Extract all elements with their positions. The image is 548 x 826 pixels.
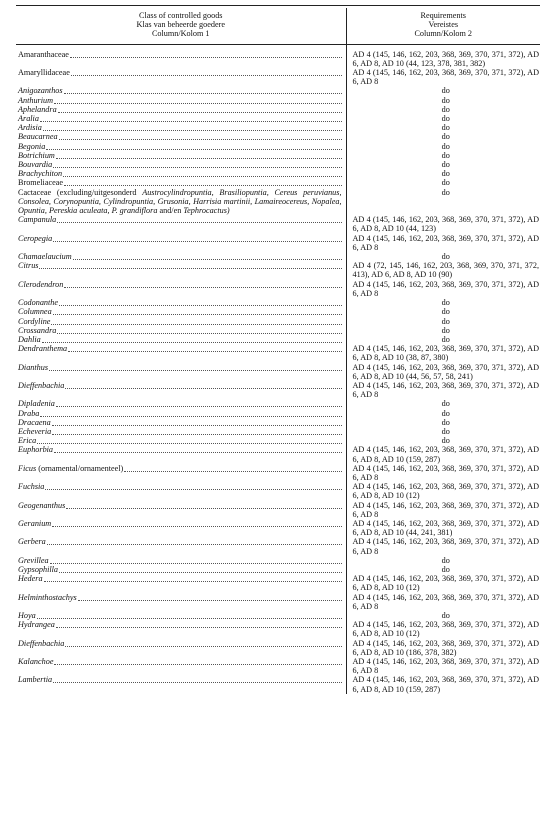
top-rule <box>16 5 540 6</box>
goods-class-cell <box>16 261 346 279</box>
dot-leader <box>37 611 342 619</box>
table-row <box>16 123 540 132</box>
goods-class-name: Gypsophilla <box>18 564 59 574</box>
dot-leader <box>53 675 341 683</box>
column-2-header <box>346 8 540 44</box>
column-1-header <box>16 8 346 44</box>
table-body <box>16 44 540 694</box>
goods-class-name: Brachychiton <box>18 169 63 179</box>
goods-class-name: Codonanthe <box>18 298 59 308</box>
goods-class-cell <box>16 519 346 537</box>
table-row <box>16 317 540 326</box>
requirement-cell: do <box>441 252 450 262</box>
dot-leader <box>64 86 342 94</box>
table-row <box>16 482 540 500</box>
dot-leader <box>64 178 341 186</box>
goods-class-cell <box>16 280 346 298</box>
goods-class-name: Anthurium <box>18 95 54 105</box>
table-row <box>16 537 540 555</box>
requirement-cell: do <box>441 436 450 446</box>
goods-class-cell <box>16 464 346 482</box>
column-2-header-line: Requirements <box>420 11 466 20</box>
goods-class-name: Dianthus <box>18 362 49 372</box>
requirement-cell: do <box>441 564 450 574</box>
goods-class-cell <box>16 363 346 381</box>
requirement-cell: AD 4 (145, 146, 162, 203, 368, 369, 370, 371, 372), AD 6, AD 8 <box>352 592 539 611</box>
goods-class-name: Bouvardia <box>18 160 53 170</box>
dot-leader <box>52 427 341 435</box>
table-row <box>16 215 540 233</box>
requirement-cell: do <box>441 141 450 151</box>
table-row <box>16 344 540 362</box>
goods-class-name: Dipladenia <box>18 399 55 409</box>
requirement-cell: AD 4 (145, 146, 162, 203, 368, 369, 370, 371, 372), AD 6, AD 8 <box>352 657 539 676</box>
table-row <box>16 298 540 307</box>
goods-class-cell <box>16 675 346 693</box>
requirement-cell: AD 4 (145, 146, 162, 203, 368, 369, 370, 371, 372), AD 6, AD 8, AD 10 (12) <box>352 620 539 639</box>
goods-class-cell <box>16 317 346 326</box>
requirement-cell: AD 4 (145, 146, 162, 203, 368, 369, 370, 371, 372), AD 6, AD 8, AD 10 (12) <box>352 574 539 593</box>
requirement-cell: do <box>441 86 450 96</box>
table-row <box>16 178 540 187</box>
goods-class-cell <box>16 298 346 307</box>
requirement-cell: AD 4 (145, 146, 162, 203, 368, 369, 370, 371, 372), AD 6, AD 8, AD 10 (44, 123) <box>352 215 539 234</box>
dot-leader <box>63 169 341 177</box>
goods-class-cell <box>16 234 346 252</box>
requirement-cell: do <box>441 298 450 308</box>
requirement-cell: AD 4 (72, 145, 146, 162, 203, 368, 369, 370, 371, 372, 413), AD 6, AD 8, AD 10 (90) <box>352 261 539 280</box>
requirement-cell: do <box>441 178 450 188</box>
goods-class-name: Dieffenbachia <box>18 638 65 648</box>
goods-class-cell <box>16 556 346 565</box>
dot-leader <box>71 68 342 76</box>
table-row <box>16 418 540 427</box>
goods-class-cell <box>16 123 346 132</box>
goods-class-cell <box>16 436 346 445</box>
column-1-header-line: Column/Kolom 1 <box>151 29 210 39</box>
table-row <box>16 234 540 252</box>
dot-leader <box>56 399 342 407</box>
goods-class-cell <box>16 142 346 151</box>
goods-class-name: Ardisia <box>18 123 42 133</box>
requirement-cell: AD 4 (145, 146, 162, 203, 368, 369, 370, 371, 372), AD 6, AD 8 <box>352 380 539 400</box>
requirement-cell: AD 4 (145, 146, 162, 203, 368, 369, 370, 371, 372), AD 6, AD 8, AD 10 (44, 241, 381) <box>352 518 539 538</box>
goods-class-name: Draba <box>18 408 40 418</box>
dot-leader <box>53 307 342 315</box>
dot-leader <box>47 537 342 545</box>
dot-leader <box>68 344 341 352</box>
requirement-cell: AD 4 (145, 146, 162, 203, 368, 369, 370, 371, 372), AD 6, AD 8, AD 10 (38, 87, 380) <box>352 344 539 363</box>
goods-class-name: Aralia <box>18 114 39 124</box>
dot-leader <box>40 114 342 122</box>
goods-class-name: Kalanchoe <box>18 657 54 667</box>
dot-leader <box>65 639 341 647</box>
dot-leader <box>66 501 341 509</box>
goods-class-name: Clerodendron <box>18 279 64 289</box>
table-row <box>16 657 540 675</box>
goods-class-name: Amaryllidaceae <box>18 68 70 78</box>
goods-class-name: Dieffenbachia <box>18 380 65 390</box>
goods-class-cell <box>16 105 346 114</box>
requirement-cell: AD 4 (145, 146, 162, 203, 368, 369, 370, 371, 372), AD 6, AD 8 <box>352 463 539 482</box>
table-row <box>16 105 540 114</box>
table-row <box>16 436 540 445</box>
table-row <box>16 160 540 169</box>
requirement-cell: do <box>441 132 450 142</box>
goods-class-name: Begonia <box>18 141 46 151</box>
goods-class-name: Crossandra <box>18 325 57 335</box>
requirement-cell: AD 4 (145, 146, 162, 203, 368, 369, 370, 371, 372), AD 6, AD 8 <box>352 500 539 519</box>
requirement-cell: do <box>441 95 450 105</box>
requirement-cell: do <box>441 334 450 344</box>
column-1-header-line: Klas van beheerde goedere <box>136 20 225 30</box>
goods-class-cell <box>16 418 346 427</box>
column-2-header-line: Vereistes <box>428 20 459 30</box>
dot-leader <box>59 298 341 306</box>
goods-class-cell <box>16 399 346 408</box>
goods-class-name: Grevillea <box>18 555 49 565</box>
requirement-cell: AD 4 (145, 146, 162, 203, 368, 369, 370, 371, 372), AD 6, AD 8, AD 10 (44, 123, 378, 381, 382) <box>352 49 539 68</box>
goods-class-name: Dracaena <box>18 417 51 427</box>
goods-class-name: Erica <box>18 436 37 446</box>
dot-leader <box>54 657 341 665</box>
table-row <box>16 188 540 216</box>
column-2-header-line: Column/Kolom 2 <box>414 29 473 39</box>
goods-class-name: Aphelandra <box>18 104 57 114</box>
dot-leader <box>56 151 342 159</box>
requirement-cell: AD 4 (145, 146, 162, 203, 368, 369, 370, 371, 372), AD 6, AD 8, AD 10 (159, 287) <box>352 445 539 464</box>
dot-leader <box>52 519 341 527</box>
goods-class-cell <box>16 537 346 555</box>
requirement-cell: AD 4 (145, 146, 162, 203, 368, 369, 370, 371, 372), AD 6, AD 8 <box>352 537 539 556</box>
table-row <box>16 501 540 519</box>
requirement-cell: do <box>441 123 450 133</box>
goods-class-cell <box>16 611 346 620</box>
requirement-cell: do <box>441 417 450 427</box>
goods-class-cell <box>16 215 346 233</box>
requirement-cell: do <box>441 325 450 335</box>
goods-class-cell <box>16 188 346 216</box>
table-row <box>16 132 540 141</box>
goods-class-name: Dendranthema <box>18 344 68 354</box>
table-row <box>16 620 540 638</box>
dot-leader <box>78 593 342 601</box>
requirement-cell: do <box>441 104 450 114</box>
requirement-cell: do <box>441 316 450 326</box>
goods-class-name: Gerbera <box>18 537 46 547</box>
requirement-cell: do <box>441 611 450 620</box>
table-row <box>16 335 540 344</box>
goods-class-cell <box>16 44 346 68</box>
goods-class-cell <box>16 160 346 169</box>
goods-class-name: Geranium <box>18 518 52 528</box>
dot-leader <box>57 215 341 223</box>
table-row <box>16 464 540 482</box>
table-row <box>16 252 540 261</box>
table-row <box>16 611 540 620</box>
requirement-cell: AD 4 (145, 146, 162, 203, 368, 369, 370, 371, 372), AD 6, AD 8, AD 10 (44, 56, 57, 58, 241) <box>352 362 539 381</box>
table-row <box>16 639 540 657</box>
goods-class-cell <box>16 427 346 436</box>
table-row <box>16 169 540 178</box>
requirement-cell: AD 4 (145, 146, 162, 203, 368, 369, 370, 371, 372), AD 6, AD 8, AD 10 (12) <box>352 482 539 501</box>
table-row <box>16 326 540 335</box>
goods-class-name: Euphorbia <box>18 445 54 455</box>
table-row <box>16 565 540 574</box>
table-row <box>16 44 540 68</box>
goods-class-cell <box>16 344 346 362</box>
table-row <box>16 96 540 105</box>
dot-leader <box>44 574 342 582</box>
table-row <box>16 556 540 565</box>
requirement-cell: do <box>441 150 450 160</box>
dot-leader <box>45 482 341 490</box>
table-row <box>16 399 540 408</box>
table-row <box>16 593 540 611</box>
goods-class-cell <box>16 132 346 141</box>
table-row <box>16 307 540 316</box>
requirement-cell: do <box>441 426 450 436</box>
requirement-cell: do <box>441 169 450 179</box>
controlled-goods-table <box>16 8 540 694</box>
table-row <box>16 114 540 123</box>
dot-leader <box>53 234 341 242</box>
dot-leader <box>70 50 342 58</box>
goods-class-cell <box>16 445 346 463</box>
requirement-cell: AD 4 (145, 146, 162, 203, 368, 369, 370, 371, 372), AD 6, AD 8, AD 10 (186, 378, 382) <box>352 638 539 657</box>
dot-leader <box>50 556 342 564</box>
table-row <box>16 519 540 537</box>
dot-leader <box>42 335 342 343</box>
goods-class-cell <box>16 501 346 519</box>
goods-class-name: Ceropegia <box>18 233 53 243</box>
dot-leader <box>59 565 341 573</box>
dot-leader <box>58 105 342 113</box>
goods-class-name: Helminthostachys <box>18 592 77 602</box>
table-row <box>16 445 540 463</box>
table-row <box>16 427 540 436</box>
goods-class-name: Fuchsia <box>18 482 45 492</box>
goods-class-name: Columnea <box>18 307 52 317</box>
requirement-cell: do <box>441 160 450 170</box>
goods-class-cell <box>16 482 346 500</box>
goods-class-name: Bromeliaceae <box>18 178 64 188</box>
goods-class-cell <box>16 381 346 399</box>
requirement-cell: do <box>441 408 450 418</box>
dot-leader <box>65 381 341 389</box>
goods-class-name: Ficus <box>18 463 37 473</box>
table-row <box>16 142 540 151</box>
goods-class-cell <box>16 114 346 123</box>
goods-class-name: Campanula <box>18 215 57 225</box>
table-row <box>16 151 540 160</box>
goods-class-cell <box>16 151 346 160</box>
goods-class-name: Hoya <box>18 611 36 620</box>
goods-class-cell <box>16 86 346 95</box>
dot-leader <box>64 280 341 288</box>
requirement-cell: do <box>441 399 450 409</box>
table-row <box>16 381 540 399</box>
goods-class-qualifier: (ornamental/ornamenteel) <box>36 463 124 473</box>
dot-leader <box>73 252 342 260</box>
table-header-row <box>16 8 540 44</box>
table-row <box>16 574 540 592</box>
dot-leader <box>49 363 341 371</box>
requirement-cell: do <box>441 307 450 317</box>
table-row <box>16 675 540 693</box>
goods-class-cell <box>16 307 346 316</box>
requirement-cell: do <box>441 114 450 124</box>
dot-leader <box>51 317 341 325</box>
goods-class-cell <box>16 96 346 105</box>
goods-class-cell <box>16 657 346 675</box>
table-row <box>16 261 540 279</box>
goods-class-cell <box>16 620 346 638</box>
dot-leader <box>39 261 341 269</box>
goods-class-name: Dahlia <box>18 334 41 344</box>
goods-class-cell <box>16 178 346 187</box>
goods-class-cell <box>16 639 346 657</box>
table-row <box>16 363 540 381</box>
requirement-cell: AD 4 (145, 146, 162, 203, 368, 369, 370, 371, 372), AD 6, AD 8 <box>352 279 539 298</box>
requirement-cell: do <box>441 187 450 197</box>
table-row <box>16 280 540 298</box>
table-row <box>16 86 540 95</box>
table-row <box>16 409 540 418</box>
dot-leader <box>43 123 342 131</box>
requirement-cell: AD 4 (145, 146, 162, 203, 368, 369, 370, 371, 372), AD 6, AD 8, AD 10 (159, 287) <box>352 675 539 694</box>
table-row <box>16 68 540 86</box>
goods-class-cell <box>16 409 346 418</box>
dot-leader <box>56 620 342 628</box>
cactaceae-description: Cactaceae (excluding/uitgesonderd Austrocylindropuntia, Brasiliopuntia, Cereus peruvianus, Consolea, Corynopuntia, Cylindropuntia, Grusonia, Harrisia martinii, Lamaireocereus, Nopalea, Opuntia, Pereskia aculeata, P. grandiflora and/en Tephrocactus) <box>18 187 342 216</box>
goods-class-name: Botrichium <box>18 150 55 160</box>
goods-class-name: Citrus <box>18 261 39 271</box>
requirement-cell: AD 4 (145, 146, 162, 203, 368, 369, 370, 371, 372), AD 6, AD 8 <box>352 68 539 87</box>
goods-class-cell <box>16 565 346 574</box>
goods-class-cell <box>16 593 346 611</box>
dot-leader <box>54 96 341 104</box>
requirement-cell: AD 4 (145, 146, 162, 203, 368, 369, 370, 371, 372), AD 6, AD 8 <box>352 233 539 252</box>
goods-class-cell <box>16 68 346 86</box>
goods-class-name: Cordyline <box>18 316 51 326</box>
goods-class-name: Hedera <box>18 574 43 584</box>
goods-class-name: Echeveria <box>18 426 52 436</box>
dot-leader <box>54 445 341 453</box>
dot-leader <box>52 418 342 426</box>
column-1-header-line: Class of controlled goods <box>139 11 223 20</box>
goods-class-name: Beaucarnea <box>18 132 58 142</box>
goods-class-name: Amaranthaceae <box>18 49 69 59</box>
dot-leader <box>124 464 341 472</box>
goods-class-name: Geogenanthus <box>18 500 66 510</box>
dot-leader <box>37 436 341 444</box>
dot-leader <box>46 142 341 150</box>
goods-class-name: Hydrangea <box>18 620 55 630</box>
goods-class-name: Anigozanthos <box>18 86 63 96</box>
goods-class-cell <box>16 252 346 261</box>
dot-leader <box>53 160 341 168</box>
goods-class-cell <box>16 574 346 592</box>
dot-leader <box>57 326 341 334</box>
dot-leader <box>59 132 342 140</box>
requirement-cell: do <box>441 555 450 565</box>
goods-class-cell <box>16 335 346 344</box>
goods-class-name: Lambertia <box>18 675 53 685</box>
dot-leader <box>40 409 341 417</box>
goods-class-name: Chamaelaucium <box>18 252 72 262</box>
goods-class-cell <box>16 169 346 178</box>
goods-class-cell <box>16 326 346 335</box>
